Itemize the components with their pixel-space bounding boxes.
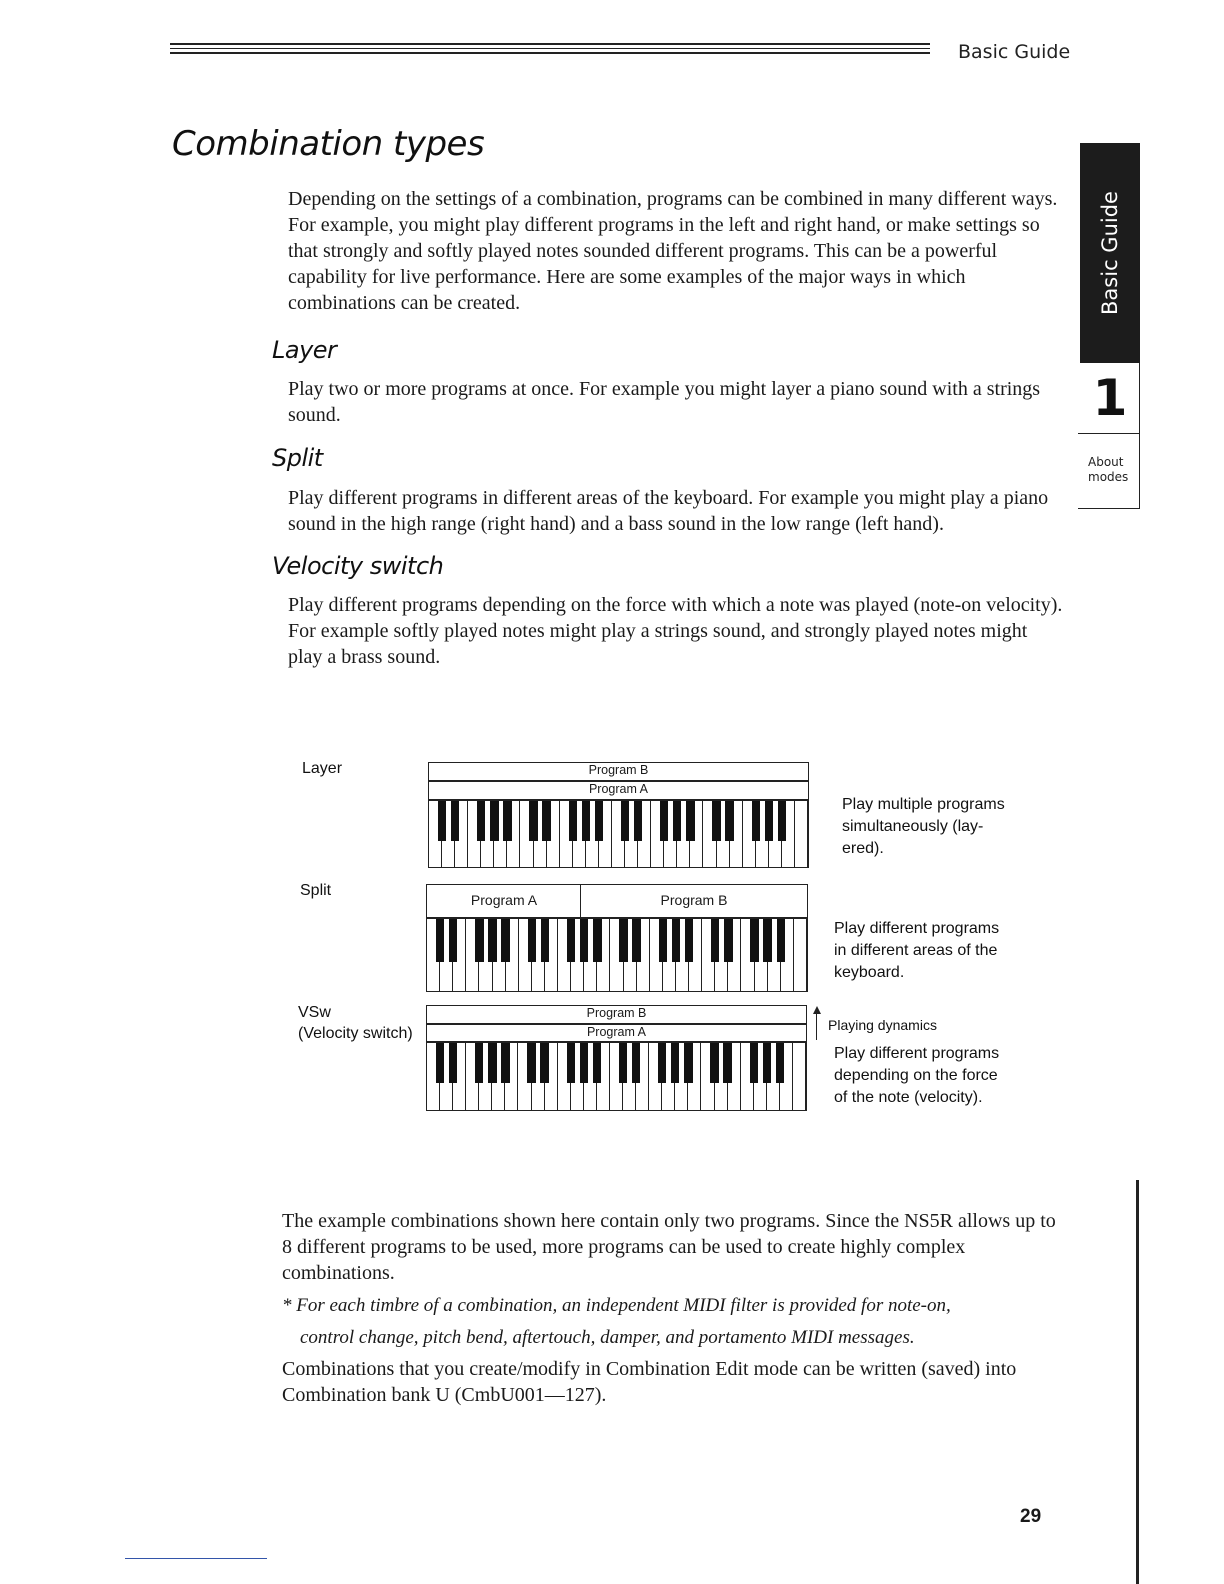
white-key [507, 801, 520, 867]
split-program-b-bar: Program B [580, 884, 808, 918]
black-key [763, 919, 771, 962]
black-key [477, 801, 485, 841]
white-key [547, 801, 560, 867]
split-keyboard [426, 918, 808, 992]
tab-divider [1078, 433, 1140, 434]
white-key [743, 801, 756, 867]
black-key [619, 919, 627, 962]
white-key [442, 801, 455, 867]
white-key [741, 1043, 754, 1110]
black-key [660, 801, 668, 841]
vsw-description [834, 1043, 999, 1109]
layer-description-line: ered). [842, 840, 884, 857]
black-key [750, 1043, 758, 1083]
black-key [438, 801, 446, 841]
vsw-keyboard [426, 1042, 807, 1111]
black-key [619, 1043, 627, 1083]
white-key [702, 919, 715, 991]
chapter-number: 1 [1092, 369, 1128, 427]
white-key [756, 801, 769, 867]
white-key [505, 1043, 518, 1110]
white-key [637, 919, 650, 991]
white-key [701, 1043, 714, 1110]
black-key [593, 1043, 601, 1083]
black-key [777, 919, 785, 962]
black-key [542, 801, 550, 841]
black-key [503, 801, 511, 841]
white-key [493, 919, 506, 991]
white-key [453, 1043, 466, 1110]
white-key [767, 1043, 780, 1110]
dynamics-arrow [816, 1012, 817, 1040]
chapter-subtitle-line1: About [1088, 455, 1124, 469]
page-number: 29 [1020, 1506, 1042, 1527]
chapter-tab [1080, 143, 1140, 363]
vsw-description-line: of the note (velocity). [834, 1089, 983, 1106]
white-key [518, 1043, 531, 1110]
white-key [468, 801, 481, 867]
white-key [741, 919, 754, 991]
black-key [763, 1043, 771, 1083]
black-key [776, 1043, 784, 1083]
white-key [492, 1043, 505, 1110]
white-key [597, 1043, 610, 1110]
black-key [659, 919, 667, 962]
black-key [540, 1043, 548, 1083]
white-key [455, 801, 468, 867]
white-key [781, 919, 794, 991]
white-key [560, 801, 573, 867]
layer-keyboard [428, 800, 809, 868]
header-rule [170, 43, 930, 54]
vsw-label-line2: (Velocity switch) [298, 1025, 413, 1042]
split-program-a-bar: Program A [426, 884, 582, 918]
page-title: Combination types [172, 124, 485, 164]
dynamics-label: Playing dynamics [828, 1017, 937, 1033]
section-heading-split: Split [272, 444, 323, 472]
white-key [571, 919, 584, 991]
white-key [754, 1043, 767, 1110]
white-key [534, 801, 547, 867]
black-key [778, 801, 786, 841]
white-key [624, 919, 637, 991]
chapter-tab-label: Basic Guide [1098, 191, 1122, 315]
vsw-label [298, 1002, 413, 1044]
layer-description-line: simultaneously (lay- [842, 818, 984, 835]
black-key [569, 801, 577, 841]
white-key [427, 919, 440, 991]
chapter-subtitle [1088, 455, 1128, 485]
intro-paragraph: Depending on the settings of a combination, programs can be combined in many different ways. For example, you might play different programs in the left and right hand, or make settings so that strongly and softly played notes sounded different programs. This can be a powerful capability for live performance. Here are some examples of the major ways in which combinations can be created. [288, 188, 1058, 314]
white-key [755, 919, 768, 991]
black-key [686, 801, 694, 841]
black-key [595, 801, 603, 841]
white-key [545, 919, 558, 991]
white-key [479, 1043, 492, 1110]
white-key [728, 1043, 741, 1110]
black-key [752, 801, 760, 841]
white-key [481, 801, 494, 867]
white-key [532, 1043, 545, 1110]
white-key [625, 801, 638, 867]
white-key [494, 801, 507, 867]
white-key [715, 919, 728, 991]
layer-program-b-bar: Program B [428, 762, 809, 781]
white-key [466, 919, 479, 991]
black-key [632, 919, 640, 962]
black-key [580, 1043, 588, 1083]
black-key [501, 1043, 509, 1083]
white-key [429, 801, 442, 867]
white-key [440, 919, 453, 991]
black-key [672, 919, 680, 962]
white-key [690, 801, 703, 867]
white-key [558, 919, 571, 991]
black-key [710, 1043, 718, 1083]
white-key [623, 1043, 636, 1110]
black-key [673, 801, 681, 841]
black-key [541, 919, 549, 962]
black-key [725, 801, 733, 841]
black-key [593, 919, 601, 962]
black-key [750, 919, 758, 962]
black-key [580, 919, 588, 962]
black-key [712, 801, 720, 841]
bottom-rule [125, 1558, 267, 1559]
white-key [479, 919, 492, 991]
split-description-line: keyboard. [834, 964, 905, 981]
page-edge-line [1136, 1180, 1139, 1584]
layer-description-line: Play multiple programs [842, 796, 1005, 813]
white-key [586, 801, 599, 867]
footnote-line: * For each timbre of a combination, an independent MIDI filter is provided for note-on, [282, 1295, 951, 1316]
white-key [782, 801, 795, 867]
black-key [621, 801, 629, 841]
black-key [451, 801, 459, 841]
black-key [684, 1043, 692, 1083]
chapter-subtitle-line2: modes [1088, 470, 1129, 484]
vsw-program-b-bar: Program B [426, 1005, 807, 1024]
black-key [527, 1043, 535, 1083]
black-key [711, 919, 719, 962]
white-key [584, 1043, 597, 1110]
white-key [794, 919, 807, 991]
white-key [638, 801, 651, 867]
black-key [671, 1043, 679, 1083]
dynamics-arrow-head [813, 1006, 821, 1014]
black-key [724, 919, 732, 962]
black-key [582, 801, 590, 841]
white-key [715, 1043, 728, 1110]
white-key [571, 1043, 584, 1110]
white-key [610, 919, 623, 991]
section-body-layer: Play two or more programs at once. For example you might layer a piano sound with a strings sound. [288, 378, 1041, 426]
section-body-split: Play different programs in different areas of the keyboard. For example you might play a piano sound in the high range (right hand) and a bass sound in the low range (left hand). [288, 487, 1049, 535]
section-body-velocity-switch: Play different programs depending on the force with which a note was played (note-on velocity). For example softly played notes might play a strings sound, and strongly played notes might play a brass sound. [288, 594, 1063, 668]
black-key [436, 919, 444, 962]
white-key [703, 801, 716, 867]
black-key [449, 919, 457, 962]
vsw-program-a-bar: Program A [426, 1024, 807, 1042]
white-key [676, 919, 689, 991]
white-key [506, 919, 519, 991]
white-key [780, 1043, 793, 1110]
white-key [768, 919, 781, 991]
black-key [449, 1043, 457, 1083]
white-key [636, 1043, 649, 1110]
section-heading-velocity-switch: Velocity switch [272, 552, 444, 580]
white-key [519, 919, 532, 991]
black-key [685, 919, 693, 962]
final-paragraph: Combinations that you create/modify in Combination Edit mode can be written (saved) into Combination bank U (CmbU001—127). [282, 1358, 1017, 1406]
vsw-description-line: depending on the force [834, 1067, 998, 1084]
white-key [793, 1043, 806, 1110]
split-label: Split [300, 882, 332, 899]
black-key [723, 1043, 731, 1083]
black-key [488, 1043, 496, 1083]
black-key [475, 919, 483, 962]
white-key [688, 1043, 701, 1110]
white-key [689, 919, 702, 991]
layer-program-a-bar: Program A [428, 781, 809, 800]
white-key [663, 919, 676, 991]
split-description-line: Play different programs [834, 920, 1000, 937]
vsw-label-line1: VSw [298, 1004, 331, 1021]
black-key [567, 919, 575, 962]
white-key [675, 1043, 688, 1110]
white-key [610, 1043, 623, 1110]
black-key [475, 1043, 483, 1083]
white-key [427, 1043, 440, 1110]
white-key [650, 919, 663, 991]
white-key [730, 801, 743, 867]
white-key [520, 801, 533, 867]
white-key [795, 801, 808, 867]
white-key [664, 801, 677, 867]
white-key [597, 919, 610, 991]
running-head: Basic Guide [958, 41, 1071, 63]
vsw-description-line: Play different programs [834, 1045, 1000, 1062]
black-key [501, 919, 509, 962]
black-key [488, 919, 496, 962]
white-key [649, 1043, 662, 1110]
black-key [765, 801, 773, 841]
white-key [599, 801, 612, 867]
white-key [558, 1043, 571, 1110]
split-description-line: in different areas of the [834, 942, 998, 959]
black-key [529, 801, 537, 841]
layer-description [842, 794, 1005, 860]
black-key [436, 1043, 444, 1083]
black-key [632, 1043, 640, 1083]
closing-paragraph: The example combinations shown here contain only two programs. Since the NS5R allows up to 8 different programs to be used, more programs can be used to create highly complex combinations. [282, 1210, 1056, 1284]
white-key [440, 1043, 453, 1110]
white-key [651, 801, 664, 867]
white-key [728, 919, 741, 991]
white-key [584, 919, 597, 991]
footnote-line: control change, pitch bend, aftertouch, damper, and portamento MIDI messages. [300, 1327, 915, 1348]
white-key [466, 1043, 479, 1110]
white-key [769, 801, 782, 867]
black-key [658, 1043, 666, 1083]
layer-label: Layer [302, 760, 343, 777]
black-key [634, 801, 642, 841]
white-key [662, 1043, 675, 1110]
black-key [490, 801, 498, 841]
white-key [532, 919, 545, 991]
tab-bottom-line [1078, 508, 1140, 509]
black-key [528, 919, 536, 962]
white-key [717, 801, 730, 867]
white-key [677, 801, 690, 867]
white-key [612, 801, 625, 867]
white-key [453, 919, 466, 991]
white-key [545, 1043, 558, 1110]
split-description [834, 918, 999, 984]
section-heading-layer: Layer [272, 336, 337, 364]
tab-edge [1139, 363, 1140, 508]
black-key [567, 1043, 575, 1083]
white-key [573, 801, 586, 867]
